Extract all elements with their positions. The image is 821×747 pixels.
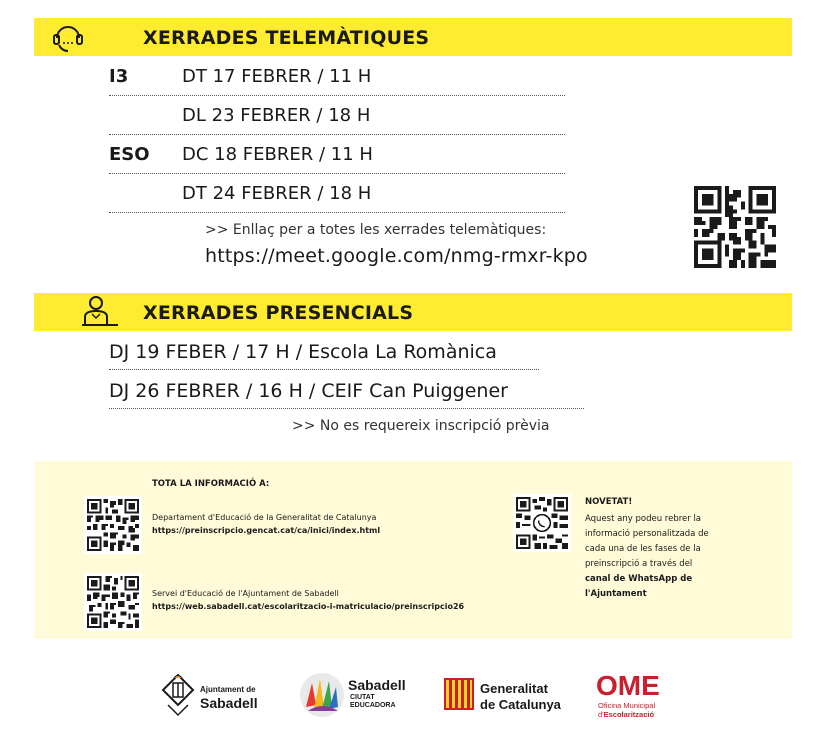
logo-caption: Sabadell [200,695,258,711]
logo-caption [598,710,654,719]
telematiques-row [109,97,565,135]
telematiques-row [109,136,565,174]
source-name: Servei d'Educació de l'Ajuntament de Sabadell [152,589,339,598]
person-desk-icon [80,292,120,332]
generalitat-catalunya-logo [444,678,564,714]
educadora-hands-icon [298,671,346,719]
ajuntament-sabadell-logo [160,673,270,717]
news-line: Aquest any podeu rebrer la [585,514,702,524]
logo-caption: d' [598,710,604,719]
news-line: preinscripció a través del [585,559,693,569]
news-line: informació personalitzada de [585,529,709,539]
source-url[interactable]: https://preinscripcio.gencat.cat/ca/inici/index.html [152,526,381,535]
logo-caption: EDUCADORA [350,702,396,709]
presencial-session [109,333,539,370]
session-date: DC 18 FEBRER / 11 H [182,144,373,165]
whatsapp-channel-link[interactable]: canal de WhatsApp de [585,574,693,584]
source-name: Departament d'Educació de la Generalitat de Catalunya [152,513,377,522]
telematiques-row [109,58,565,96]
level-label: I3 [109,66,129,87]
logo-caption: Generalitat [480,681,548,696]
logo-caption: Ajuntament de [200,685,256,694]
session-text: DJ 26 FEBRER / 16 H / CEIF Can Puiggener [109,380,508,402]
ome-logo [594,672,674,718]
qr-code-icon[interactable] [694,186,776,268]
link-note: >> Enllaç per a totes les xerrades telemàtiques: [205,222,547,238]
telematiques-title: XERRADES TELEMÀTIQUES [143,27,430,49]
session-text: DJ 19 FEBER / 17 H / Escola La Romànica [109,341,497,363]
no-registration-note: >> No es requereix inscripció prèvia [292,418,550,434]
sabadell-ciutat-educadora-logo [298,671,413,721]
logo-caption: CIUTAT [350,694,375,701]
qr-code-icon[interactable] [84,496,142,554]
logo-caption: de Catalunya [480,697,561,712]
info-heading: TOTA LA INFORMACIÓ A: [152,479,270,489]
qr-code-icon[interactable] [84,573,142,631]
news-title: NOVETAT! [585,497,633,507]
logo-caption: Sabadell [348,677,406,693]
session-date: DL 23 FEBRER / 18 H [182,105,371,126]
level-label: ESO [109,144,150,165]
logo-caption: OME [596,670,660,701]
session-date: DT 24 FEBRER / 18 H [182,183,372,204]
telematiques-row [109,175,565,213]
whatsapp-qr-code-icon[interactable] [513,494,571,552]
news-line: cada una de les fases de la [585,544,701,554]
logo-caption: Oficina Municipal [598,701,656,710]
senyera-icon [444,678,474,710]
source-url[interactable]: https://web.sabadell.cat/escolaritzacio-i-matriculacio/preinscripcio26 [152,602,465,611]
whatsapp-channel-link[interactable]: l'Ajuntament [585,589,647,599]
session-date: DT 17 FEBRER / 11 H [182,66,372,87]
sabadell-shield-icon [160,673,196,717]
presencial-session [109,372,584,409]
news-text [585,512,745,602]
meet-link[interactable]: https://meet.google.com/nmg-rmxr-kpo [205,245,588,267]
headset-icon [48,18,88,58]
presencials-title: XERRADES PRESENCIALS [143,302,414,324]
logo-caption: Escolarització [603,710,655,719]
